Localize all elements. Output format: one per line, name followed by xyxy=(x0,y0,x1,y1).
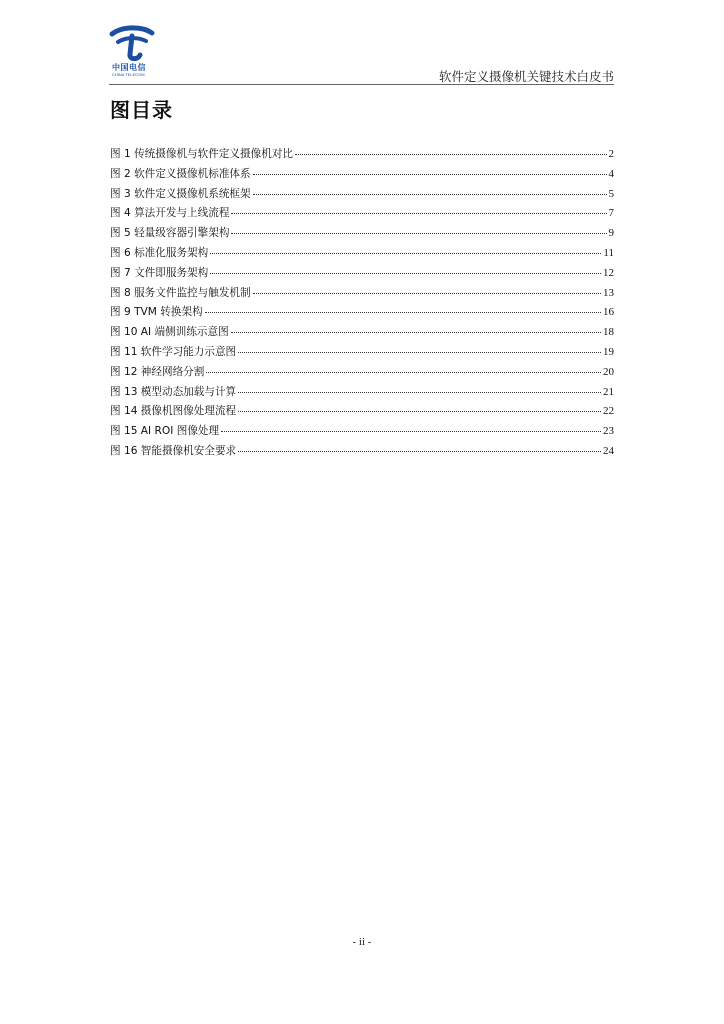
toc-leader-dots xyxy=(231,233,606,234)
toc-entry-page: 7 xyxy=(608,207,614,220)
toc-entry-label: 图 8 服务文件监控与触发机制 xyxy=(110,286,251,299)
toc-entry-label: 图 12 神经网络分割 xyxy=(110,365,205,378)
toc-entry-page: 18 xyxy=(603,326,614,339)
toc-leader-dots xyxy=(295,154,607,155)
toc-leader-dots xyxy=(238,392,601,393)
toc-leader-dots xyxy=(238,352,601,353)
toc-leader-dots xyxy=(253,293,601,294)
toc-entry-page: 21 xyxy=(603,385,614,398)
logo-english-text: CHINA TELECOM xyxy=(112,72,145,77)
china-telecom-logo-icon xyxy=(108,24,156,64)
toc-entry-label: 图 16 智能摄像机安全要求 xyxy=(110,444,237,457)
toc-leader-dots xyxy=(210,253,601,254)
toc-entry[interactable] xyxy=(110,423,614,443)
toc-entry-page: 4 xyxy=(608,167,614,180)
toc-leader-dots xyxy=(231,332,601,333)
toc-entry-label: 图 13 模型动态加载与计算 xyxy=(110,385,237,398)
toc-entry[interactable] xyxy=(110,205,614,225)
toc-entry-page: 12 xyxy=(603,266,614,279)
toc-entry-label: 图 4 算法开发与上线流程 xyxy=(110,207,230,220)
toc-leader-dots xyxy=(205,312,601,313)
toc-leader-dots xyxy=(238,411,601,412)
toc-entry-page: 19 xyxy=(603,345,614,358)
toc-entry[interactable] xyxy=(110,186,614,206)
toc-leader-dots xyxy=(238,451,601,452)
toc-leader-dots xyxy=(210,273,601,274)
toc-entry[interactable] xyxy=(110,245,614,265)
toc-entry-page: 2 xyxy=(608,148,614,160)
toc-entry-page: 5 xyxy=(608,187,614,200)
toc-entry-page: 22 xyxy=(603,405,614,418)
toc-entry-label: 图 10 AI 端侧训练示意图 xyxy=(110,326,229,339)
toc-entry[interactable] xyxy=(110,443,614,463)
toc-entry[interactable] xyxy=(110,324,614,344)
toc-entry-page: 20 xyxy=(603,365,614,378)
toc-leader-dots xyxy=(206,372,601,373)
toc-entry[interactable] xyxy=(110,265,614,285)
toc-leader-dots xyxy=(253,194,607,195)
logo-chinese-text: 中国电信 xyxy=(112,62,146,72)
toc-leader-dots xyxy=(253,174,607,175)
toc-entry[interactable] xyxy=(110,344,614,364)
toc-entry-label: 图 5 轻量级容器引擎架构 xyxy=(110,227,230,240)
toc-entry-label: 图 3 软件定义摄像机系统框架 xyxy=(110,187,251,200)
page-title: 图目录 xyxy=(110,98,173,122)
page-number: - ii - xyxy=(352,936,372,948)
toc-entry-label: 图 2 软件定义摄像机标准体系 xyxy=(110,167,251,180)
toc-entry[interactable] xyxy=(110,364,614,384)
toc-entry-label: 图 9 TVM 转换架构 xyxy=(110,306,203,319)
toc-entry-page: 13 xyxy=(603,286,614,299)
toc-entry-page: 24 xyxy=(603,444,614,457)
toc-entry-label: 图 1 传统摄像机与软件定义摄像机对比 xyxy=(110,148,293,160)
toc-entry-page: 11 xyxy=(603,246,614,259)
toc-entry[interactable] xyxy=(110,403,614,423)
toc-entry[interactable] xyxy=(110,166,614,186)
toc-entry[interactable] xyxy=(110,146,614,166)
figure-list xyxy=(110,146,614,463)
toc-entry-label: 图 7 文件即服务架构 xyxy=(110,266,209,279)
toc-entry[interactable] xyxy=(110,384,614,404)
toc-entry-label: 图 11 软件学习能力示意图 xyxy=(110,345,237,358)
toc-entry-page: 9 xyxy=(608,227,614,240)
toc-entry-label: 图 14 摄像机图像处理流程 xyxy=(110,405,237,418)
toc-leader-dots xyxy=(231,213,606,214)
toc-entry-page: 16 xyxy=(603,306,614,319)
toc-entry[interactable] xyxy=(110,304,614,324)
header-divider xyxy=(109,84,614,85)
toc-entry-label: 图 15 AI ROI 图像处理 xyxy=(110,425,220,438)
toc-entry-page: 23 xyxy=(603,425,614,438)
toc-entry-label: 图 6 标准化服务架构 xyxy=(110,246,209,259)
document-title: 软件定义摄像机关键技术白皮书 xyxy=(438,69,614,84)
toc-entry[interactable] xyxy=(110,225,614,245)
toc-leader-dots xyxy=(221,431,601,432)
toc-entry[interactable] xyxy=(110,285,614,305)
